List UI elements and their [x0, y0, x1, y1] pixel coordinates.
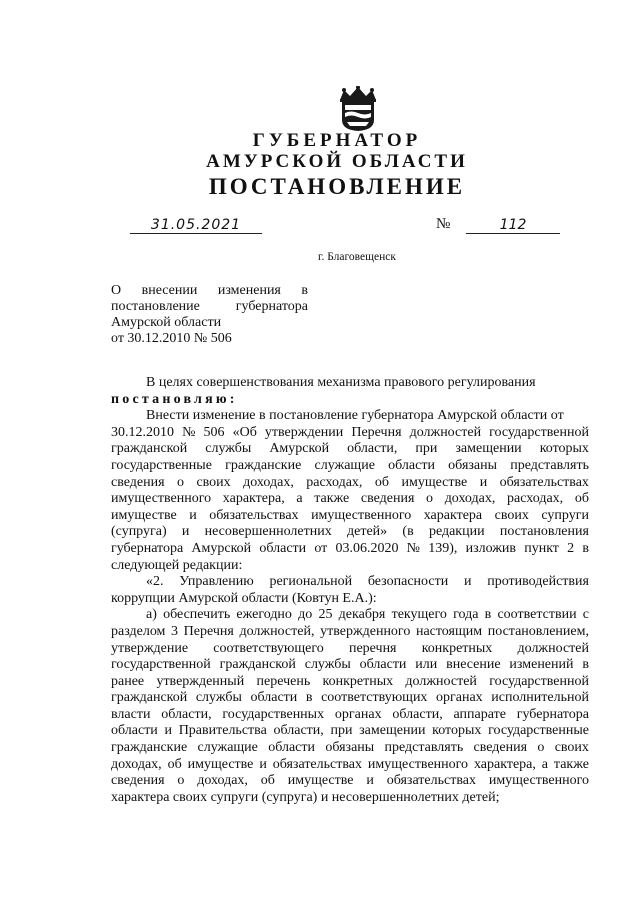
word: характера: [423, 507, 483, 523]
word: постановлением,: [487, 623, 589, 639]
word: области: [359, 657, 407, 673]
word: конкретных: [421, 640, 493, 656]
word: внесение: [446, 657, 501, 673]
word: гражданские: [111, 740, 188, 756]
word: и: [181, 524, 190, 540]
subject-line: от 30.12.2010 № 506: [111, 331, 232, 346]
body-line: [111, 425, 589, 442]
word: об: [574, 491, 589, 507]
word: области,: [347, 441, 398, 457]
word: своих: [494, 507, 529, 523]
body-line: [111, 740, 589, 757]
word: №: [406, 540, 421, 556]
word: противодействия: [487, 574, 589, 590]
word: пункт: [524, 540, 559, 556]
word: Амурской: [191, 540, 252, 556]
word: о: [177, 773, 185, 789]
word: или: [415, 657, 438, 673]
word: доходах,: [111, 756, 162, 772]
word: «2.: [146, 574, 164, 590]
word: замещении: [455, 441, 522, 457]
word: Правительства: [178, 723, 267, 739]
word: безопасности: [367, 574, 449, 590]
word: службы: [304, 657, 351, 673]
word: службы: [195, 690, 242, 706]
word: области: [111, 723, 158, 739]
word: служащие: [314, 457, 375, 473]
body-line: [111, 757, 589, 774]
body-line: [111, 574, 589, 591]
word: а: [541, 756, 548, 772]
word: в: [582, 540, 589, 556]
body-line: [111, 674, 589, 691]
body-line: [111, 723, 589, 740]
word: своих: [554, 740, 589, 756]
word: и: [463, 574, 472, 590]
decree-word: постановляю:: [111, 391, 238, 407]
word: детей»: [346, 524, 388, 540]
word: декабря: [338, 607, 386, 623]
document-type-title: ПОСТАНОВЛЕНИЕ: [208, 174, 466, 199]
word: области,: [273, 723, 324, 739]
word: редакции: [428, 524, 485, 540]
word: при: [330, 723, 353, 739]
word: в: [484, 607, 492, 623]
word: сведения: [111, 773, 165, 789]
word: при: [415, 441, 438, 457]
word: государственной: [489, 424, 589, 440]
body-line: коррупции Амурской области (Ковтун Е.А.):: [111, 590, 377, 606]
word: губернатора: [516, 706, 589, 722]
word: утверждение: [111, 640, 189, 656]
word: в: [582, 657, 589, 673]
word: области: [250, 690, 298, 706]
word: имуществе: [401, 474, 468, 490]
word: которых: [432, 723, 482, 739]
word: доходах,: [243, 474, 294, 490]
document-body: [111, 375, 589, 806]
word: области: [268, 740, 316, 756]
word: власти: [111, 706, 151, 722]
word: перечня: [348, 640, 397, 656]
word: и: [189, 507, 197, 523]
document-date: 31.05.2021: [130, 217, 262, 234]
word: конкретных: [322, 673, 394, 689]
word: с: [582, 607, 589, 623]
word: 25: [318, 607, 333, 623]
word: изменения: [217, 283, 281, 298]
word: постановления: [499, 524, 589, 540]
word: Управлению: [179, 574, 254, 590]
word: органах: [436, 690, 483, 706]
word: обязательствах: [386, 773, 476, 789]
header-region: АМУРСКОЙ ОБЛАСТИ: [206, 151, 468, 172]
word: 506: [203, 424, 225, 440]
word: исполнительной: [491, 690, 589, 706]
word: имуществе: [187, 756, 254, 772]
word: также: [553, 756, 589, 772]
word: имущественного: [488, 773, 589, 789]
word: (в: [402, 524, 414, 540]
body-line: [111, 441, 589, 458]
word: расходах,: [306, 474, 363, 490]
word: региональной: [269, 574, 353, 590]
word: своих: [196, 474, 231, 490]
body-line: [111, 707, 589, 724]
word: гражданской: [111, 441, 188, 457]
word: имуществе: [287, 773, 354, 789]
word: Перечня: [351, 424, 402, 440]
subject-block: [111, 283, 308, 347]
body-line: [111, 524, 589, 541]
word: «Об: [232, 424, 257, 440]
body-line: [111, 458, 589, 475]
word: соответствующих: [321, 690, 428, 706]
body-line: следующей редакции:: [111, 557, 243, 573]
word: органах: [334, 706, 382, 722]
word: также: [314, 491, 350, 507]
word: Перечня: [183, 623, 234, 639]
word: ежегодно: [236, 607, 292, 623]
word: гражданские: [225, 457, 302, 473]
word: обязательствах: [209, 507, 299, 523]
word: должностей,: [239, 623, 315, 639]
word: государственные: [111, 457, 212, 473]
word: о: [426, 491, 434, 507]
document-number: 112: [466, 217, 560, 234]
word: изменений: [509, 657, 574, 673]
word: обязаны: [325, 740, 375, 756]
word: от: [314, 540, 328, 556]
word: об: [260, 773, 275, 789]
subject-line: [111, 283, 308, 299]
word: службы: [205, 441, 252, 457]
word: сведения: [473, 740, 528, 756]
word: области: [388, 457, 435, 473]
word: губернатора: [111, 540, 184, 556]
word: имущественного: [367, 756, 469, 772]
word: перечень: [256, 673, 311, 689]
word: области,: [161, 706, 212, 722]
word: настоящим: [415, 623, 483, 639]
word: соответствующего: [213, 640, 324, 656]
word: которых: [539, 441, 589, 457]
word: должностей: [405, 673, 477, 689]
body-line: Внести изменение в постановление губернатора Амурской области от: [146, 408, 564, 424]
word: области,: [392, 706, 443, 722]
body-line: [111, 773, 589, 790]
number-sign: №: [436, 216, 451, 232]
word: утверждении: [264, 424, 344, 440]
word: внесении: [141, 283, 198, 298]
word: несовершеннолетних: [204, 524, 332, 540]
word: обязательствах: [499, 474, 589, 490]
word: представлять: [510, 457, 589, 473]
body-line: [111, 657, 589, 674]
word: государственной: [489, 673, 589, 689]
word: утвержденного: [320, 623, 411, 639]
word: доходах,: [444, 491, 496, 507]
word: сведения: [111, 474, 165, 490]
word: государственных: [222, 706, 325, 722]
city: г. Благовещенск: [318, 251, 396, 263]
word: об: [167, 756, 182, 772]
body-line: характера своих супруги (супруга) и несовершеннолетних детей;: [111, 789, 500, 805]
word: об: [374, 474, 390, 490]
word: (супруга): [111, 524, 167, 540]
body-line: [111, 508, 589, 525]
word: обязательствах: [272, 756, 362, 772]
word: О: [111, 283, 122, 298]
word: а): [146, 607, 157, 623]
body-line: [111, 690, 589, 707]
word: должностей: [409, 424, 482, 440]
word: о: [537, 740, 545, 756]
word: 2: [567, 540, 575, 556]
word: и: [479, 474, 488, 490]
word: о: [177, 474, 184, 490]
body-line: В целях совершенствования механизма правового регулирования: [146, 375, 536, 390]
word: гражданской: [219, 657, 296, 673]
word: в: [305, 690, 313, 706]
word: характера,: [222, 491, 285, 507]
subject-line: [111, 299, 308, 315]
word: 139),: [428, 540, 458, 556]
word: обязаны: [448, 457, 498, 473]
word: государственные: [488, 723, 589, 739]
word: государственной: [111, 657, 211, 673]
word: постановление: [111, 299, 200, 314]
word: имущественного: [311, 507, 412, 523]
word: в: [301, 283, 308, 298]
word: Амурской: [269, 441, 330, 457]
body-line: [111, 641, 589, 658]
body-line: [111, 491, 589, 508]
word: супруги: [541, 507, 589, 523]
word: замещении: [359, 723, 426, 739]
coat-of-arms-emblem: [332, 86, 384, 132]
body-line: [111, 624, 589, 641]
word: губернатора: [235, 299, 308, 314]
word: соответствии: [497, 607, 577, 623]
word: ранее: [111, 673, 145, 689]
word: должностей: [517, 640, 589, 656]
header-governor: ГУБЕРНАТОР: [252, 130, 422, 151]
word: утвержденный: [156, 673, 245, 689]
body-line: [111, 541, 589, 558]
word: доходах,: [197, 773, 248, 789]
word: гражданской: [111, 690, 188, 706]
word: представлять: [384, 740, 464, 756]
word: и: [366, 773, 374, 789]
word: обеспечить: [163, 607, 231, 623]
word: года: [453, 607, 479, 623]
word: 03.06.2020: [335, 540, 399, 556]
word: до: [298, 607, 313, 623]
body-line: [111, 607, 589, 624]
word: имуществе: [111, 507, 177, 523]
word: и: [259, 756, 267, 772]
word: разделом: [111, 623, 166, 639]
word: а: [296, 491, 303, 507]
word: и: [164, 723, 172, 739]
word: текущего: [391, 607, 447, 623]
subject-line: Амурской области: [111, 315, 222, 330]
word: характера,: [473, 756, 536, 772]
word: 30.12.2010: [111, 424, 174, 440]
word: изложив: [465, 540, 517, 556]
word: сведения: [360, 491, 415, 507]
word: служащие: [197, 740, 258, 756]
word: области: [259, 540, 307, 556]
word: расходах,: [507, 491, 564, 507]
body-line: [111, 475, 589, 492]
word: аппарате: [453, 706, 506, 722]
word: 3: [171, 623, 179, 639]
word: №: [182, 424, 196, 440]
word: имущественного: [111, 491, 212, 507]
